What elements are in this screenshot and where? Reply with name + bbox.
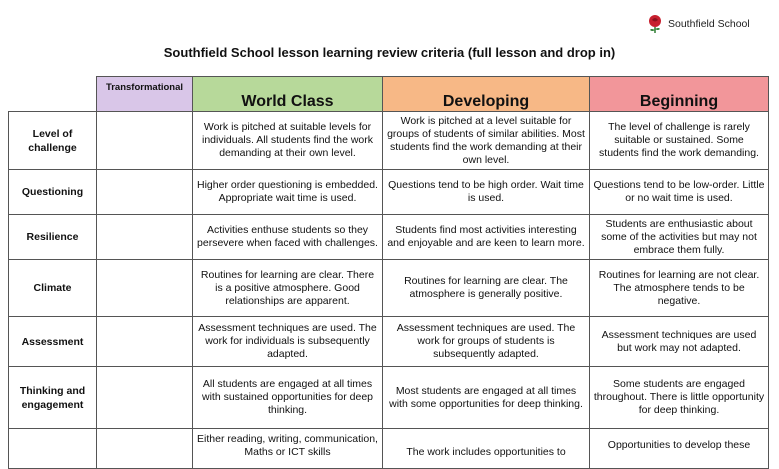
- developing-cell: Assessment techniques are used. The work for groups of students is subsequently adapted.: [383, 317, 590, 367]
- table-row: [9, 112, 769, 170]
- row-label: Questioning: [9, 170, 97, 215]
- developing-cell: Most students are engaged at all times with some opportunities for deep thinking.: [383, 367, 590, 429]
- beginning-cell: Some students are engaged throughout. There is little opportunity for deep thinking.: [590, 367, 769, 429]
- criteria-table: [8, 76, 769, 469]
- developing-cell: Questions tend to be high order. Wait time is used.: [383, 170, 590, 215]
- transformational-cell: [97, 112, 193, 170]
- header-world-class: World Class: [193, 77, 383, 112]
- header-developing: Developing: [383, 77, 590, 112]
- row-label: Thinking and engagement: [9, 367, 97, 429]
- row-label: Assessment: [9, 317, 97, 367]
- table-row: [9, 317, 769, 367]
- developing-cell: The work includes opportunities to: [383, 429, 590, 469]
- world-class-cell: Higher order questioning is embedded. Appropriate wait time is used.: [193, 170, 383, 215]
- world-class-cell: All students are engaged at all times with sustained opportunities for deep thinking.: [193, 367, 383, 429]
- world-class-cell: Either reading, writing, communication, Maths or ICT skills: [193, 429, 383, 469]
- transformational-cell: [97, 215, 193, 260]
- world-class-cell: Assessment techniques are used. The work for individuals is subsequently adapted.: [193, 317, 383, 367]
- transformational-cell: [97, 429, 193, 469]
- world-class-cell: Activities enthuse students so they persevere when faced with challenges.: [193, 215, 383, 260]
- logo-text: Southfield School: [668, 18, 750, 30]
- transformational-cell: [97, 367, 193, 429]
- table-row: [9, 170, 769, 215]
- header-beginning: Beginning: [590, 77, 769, 112]
- beginning-cell: Students are enthusiastic about some of the activities but may not embrace them fully.: [590, 215, 769, 260]
- transformational-cell: [97, 170, 193, 215]
- row-label: [9, 429, 97, 469]
- world-class-cell: Work is pitched at suitable levels for individuals. All students find the work demanding at their own level.: [193, 112, 383, 170]
- beginning-cell: Opportunities to develop these: [590, 429, 769, 469]
- table-row: [9, 215, 769, 260]
- table-header-row: [9, 77, 769, 112]
- beginning-cell: Assessment techniques are used but work may not adapted.: [590, 317, 769, 367]
- developing-cell: Students find most activities interesting and enjoyable and are keen to learn more.: [383, 215, 590, 260]
- world-class-cell: Routines for learning are clear. There is a positive atmosphere. Good relationships are apparent.: [193, 260, 383, 317]
- beginning-cell: Questions tend to be low-order. Little or no wait time is used.: [590, 170, 769, 215]
- table-row: [9, 260, 769, 317]
- developing-cell: Routines for learning are clear. The atmosphere is generally positive.: [383, 260, 590, 317]
- header-transformational: Transformational: [97, 77, 193, 112]
- school-logo: [646, 14, 750, 34]
- table-row: [9, 429, 769, 469]
- beginning-cell: The level of challenge is rarely suitable or sustained. Some students find the work demanding.: [590, 112, 769, 170]
- header-blank: [9, 77, 97, 112]
- developing-cell: Work is pitched at a level suitable for groups of students of similar abilities. Most students find the work demanding at their own level.: [383, 112, 590, 170]
- rose-icon: [646, 14, 664, 34]
- transformational-cell: [97, 260, 193, 317]
- beginning-cell: Routines for learning are not clear. The atmosphere tends to be negative.: [590, 260, 769, 317]
- row-label: Resilience: [9, 215, 97, 260]
- transformational-cell: [97, 317, 193, 367]
- page-title: Southfield School lesson learning review criteria (full lesson and drop in): [163, 45, 616, 60]
- row-label: Level of challenge: [9, 112, 97, 170]
- row-label: Climate: [9, 260, 97, 317]
- table-row: [9, 367, 769, 429]
